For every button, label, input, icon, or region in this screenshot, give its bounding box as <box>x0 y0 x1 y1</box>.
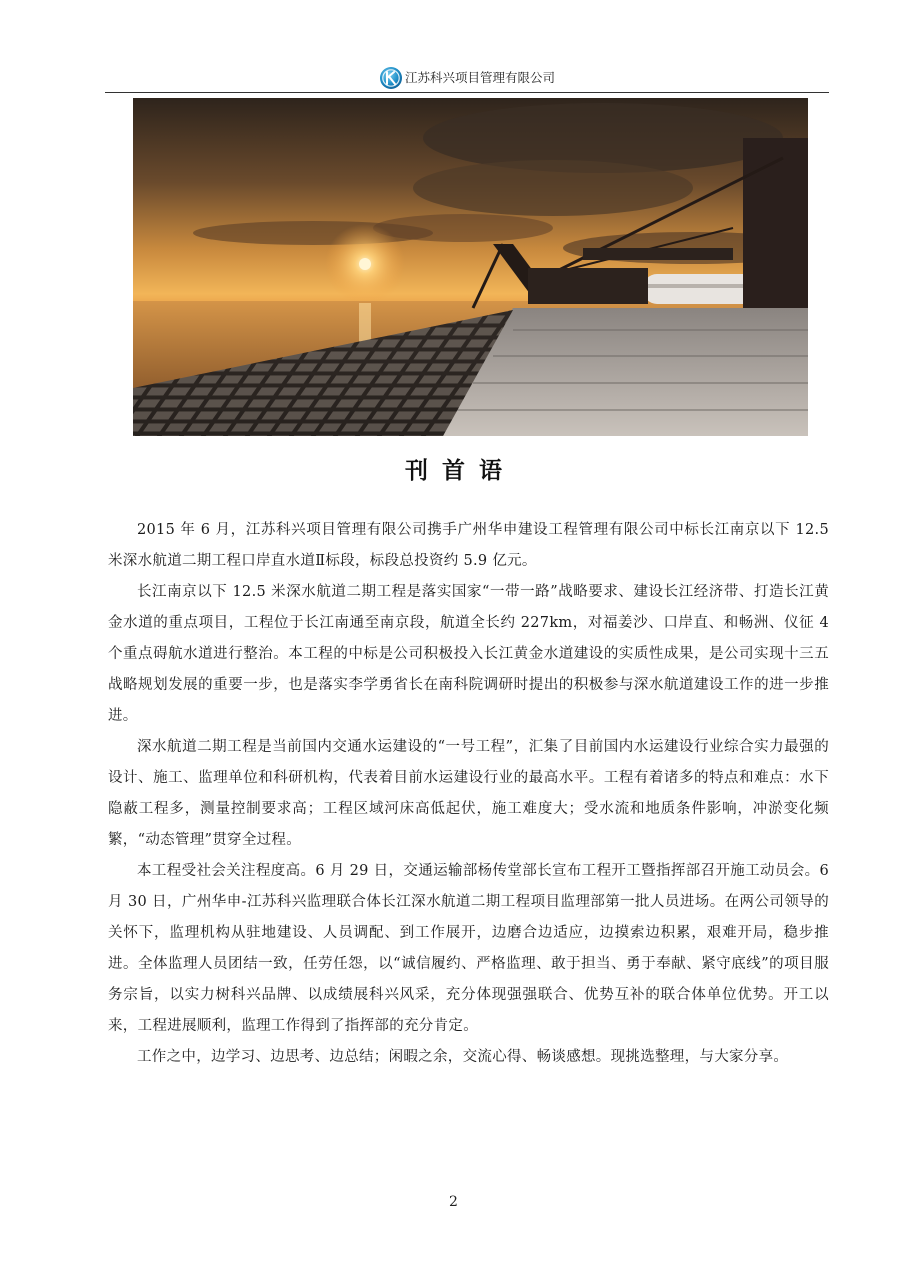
paragraph-3: 深水航道二期工程是当前国内交通水运建设的“一号工程”，汇集了目前国内水运建设行业综合实力最强的设计、施工、监理单位和科研机构，代表着目前水运建设行业的最高水平。工程有着诸多的特点和难点：水下隐蔽工程多，测量控制要求高；工程区域河床高低起伏，施工难度大；受水流和地质条件影响，冲淤变化频繁，“动态管理”贯穿全过程。 <box>108 739 829 848</box>
sunset-dredging-vessel-photo <box>133 98 808 436</box>
article-body <box>108 515 829 1073</box>
page-header <box>105 58 829 93</box>
paragraph-5: 工作之中，边学习、边思考、边总结；闲暇之余，交流心得、畅谈感想。现挑选整理，与大家分享。 <box>137 1049 789 1065</box>
paragraph-4: 本工程受社会关注程度高。6 月 29 日，交通运输部杨传堂部长宣布工程开工暨指挥部召开施工动员会。6 月 30 日，广州华申-江苏科兴监理联合体长江深水航道二期工程项目监理部第一批人员进场。在两公司领导的关怀下，监理机构从驻地建设、人员调配、到工作展开，边磨合边适应，边摸索边积累，艰难开局，稳步推进。全体监理人员团结一致，任劳任怨，以“诚信履约、严格监理、敢于担当、勇于奉献、紧守底线”的项目服务宗旨，以实力树科兴品牌、以成绩展科兴风采，充分体现强强联合、优势互补的联合体单位优势。开工以来，工程进展顺利，监理工作得到了指挥部的充分肯定。 <box>108 863 829 1034</box>
article-title: 刊首语 <box>405 458 516 484</box>
paragraph-1: 2015 年 6 月，江苏科兴项目管理有限公司携手广州华申建设工程管理有限公司中标长江南京以下 12.5 米深水航道二期工程口岸直水道Ⅱ标段，标段总投资约 5.9 亿元。 <box>108 522 829 569</box>
page-number: 2 <box>449 1194 458 1210</box>
company-name: 江苏科兴项目管理有限公司 <box>404 70 555 85</box>
company-logo-icon <box>379 66 403 90</box>
header-branding <box>379 66 555 90</box>
paragraph-2: 长江南京以下 12.5 米深水航道二期工程是落实国家“一带一路”战略要求、建设长江经济带、打造长江黄金水道的重点项目，工程位于长江南通至南京段，航道全长约 227km，对福姜沙、口岸直、和畅洲、仪征 4 个重点碍航水道进行整治。本工程的中标是公司积极投入长江黄金水道建设的实质性成果，是公司实现十三五战略规划发展的重要一步，也是落实李学勇省长在南科院调研时提出的积极参与深水航道建设工作的进一步推进。 <box>108 584 829 724</box>
